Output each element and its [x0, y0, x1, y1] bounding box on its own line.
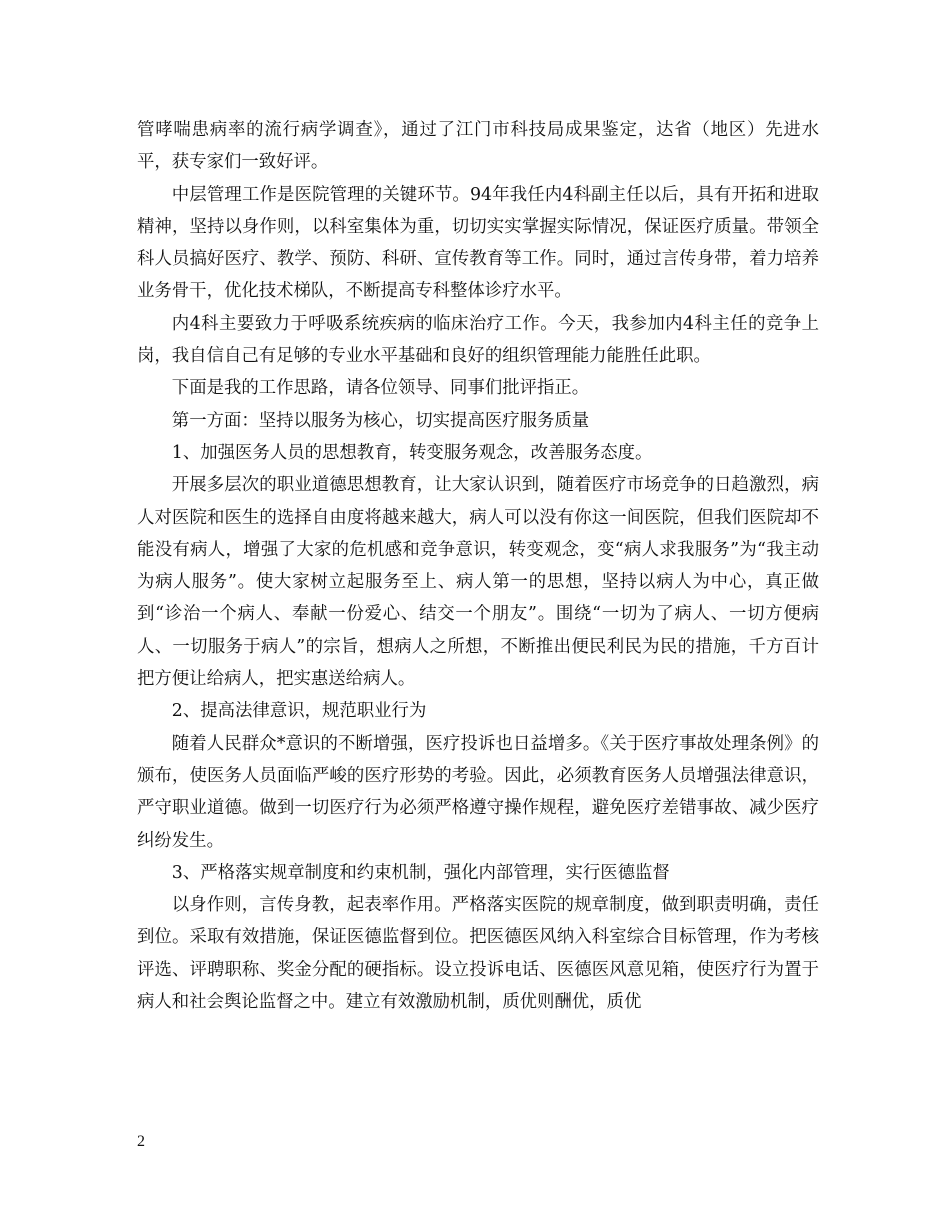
paragraph-3: 内4科主要致力于呼吸系统疾病的临床治疗工作。今天，我参加内4科主任的竞争上岗，我自信自己有足够的专业水平基础和良好的组织管理能力能胜任此职。	[137, 313, 819, 367]
paragraph-6: 随着人民群众*意识的不断增强，医疗投诉也日益增多。《关于医疗事故处理条例》的颁布，使医务人员面临严峻的医疗形势的考验。因此，必须教育医务人员增强法律意识，严守职业道德。做到一切医疗行为必须严格遵守操作规程，避免医疗差错事故、减少医疗纠纷发生。	[137, 733, 819, 851]
document-body	[137, 114, 819, 1018]
page-number: 2	[137, 1133, 145, 1150]
paragraph-7: 以身作则，言传身教，起表率作用。严格落实医院的规章制度，做到职责明确，责任到位。采取有效措施，保证医德监督到位。把医德医风纳入科室综合目标管理，作为考核评选、评聘职称、奖金分配的硬指标。设立投诉电话、医德医风意见箱，使医疗行为置于病人和社会舆论监督之中。建立有效激励机制，质优则酬优，质优	[137, 895, 819, 1013]
section-heading-1: 第一方面：坚持以服务为核心，切实提高医疗服务质量	[171, 410, 590, 431]
subheading-2: 2、提高法律意识，规范职业行为	[171, 701, 427, 722]
subheading-3: 3、严格落实规章制度和约束机制，强化内部管理，实行医德监督	[171, 862, 670, 883]
paragraph-4: 下面是我的工作思路，请各位领导、同事们批评指正。	[171, 378, 590, 399]
subheading-1: 1、加强医务人员的思想教育，转变服务观念，改善服务态度。	[171, 442, 653, 463]
paragraph-1: 管哮喘患病率的流行病学调查》，通过了江门市科技局成果鉴定，达省（地区）先进水平，获专家们一致好评。	[137, 120, 819, 173]
paragraph-2: 中层管理工作是医院管理的关键环节。94年我任内4科副主任以后，具有开拓和进取精神，坚持以身作则，以科室集体为重，切切实实掌握实际情况，保证医疗质量。带领全科人员搞好医疗、教学、预防、科研、宣传教育等工作。同时，通过言传身带，着力培养业务骨干，优化技术梯队，不断提高专科整体诊疗水平。	[137, 184, 819, 302]
paragraph-5: 开展多层次的职业道德思想教育，让大家认识到，随着医疗市场竞争的日趋激烈，病人对医院和医生的选择自由度将越来越大，病人可以没有你这一间医院，但我们医院却不能没有病人，增强了大家的危机感和竞争意识，转变观念，变“病人求我服务”为“我主动为病人服务”。使大家树立起服务至上、病人第一的思想，坚持以病人为中心，真正做到“诊治一个病人、奉献一份爱心、结交一个朋友”。围绕“一切为了病人、一切方便病人、一切服务于病人”的宗旨，想病人之所想，不断推出便民利民为民的措施，千方百计把方便让给病人，把实惠送给病人。	[137, 475, 819, 690]
